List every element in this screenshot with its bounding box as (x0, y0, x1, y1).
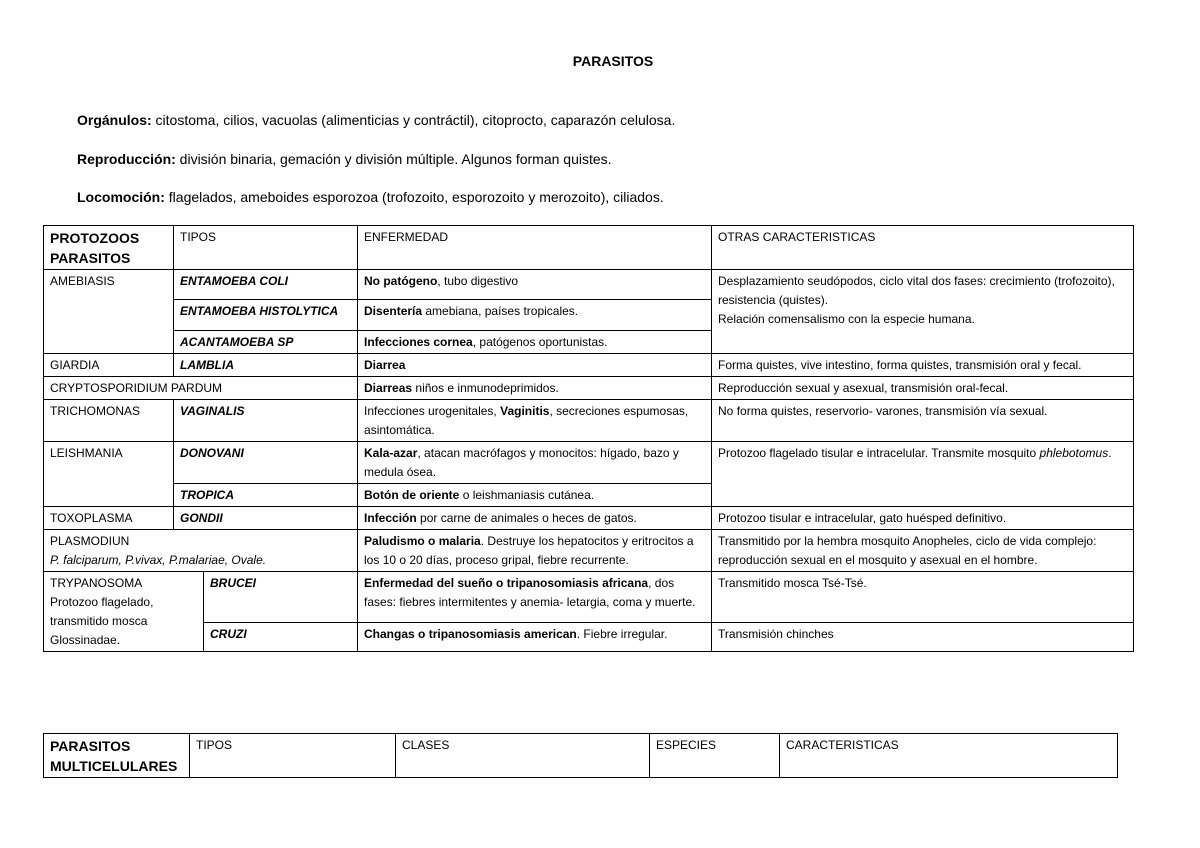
enf-bold: Diarreas (364, 380, 413, 395)
table-header-row (44, 226, 1134, 270)
table-row (44, 353, 1134, 376)
enf-text: . Fiebre irregular. (576, 627, 668, 642)
row-name-cryptosporidium: CRYPTOSPORIDIUM PARDUM (44, 376, 358, 399)
table-row (44, 506, 1134, 529)
header-protozoos: PROTOZOOS PARASITOS (44, 226, 174, 270)
reproduccion-paragraph (77, 151, 612, 167)
enf-bold: No patógeno (364, 274, 438, 288)
table-row (44, 399, 1134, 441)
row-name-toxoplasma: TOXOPLASMA (44, 506, 174, 529)
enfermedad-cell: Diarrea (358, 353, 712, 376)
otras-leish (712, 441, 1134, 506)
enf-bold: Vaginitis (500, 403, 550, 418)
tipo-vaginalis: VAGINALIS (174, 399, 358, 441)
table-row (44, 441, 1134, 483)
row-name-trichomonas: TRICHOMONAS (44, 399, 174, 441)
tipo-lamblia: LAMBLIA (174, 353, 358, 376)
tipo-brucei: BRUCEI (204, 571, 358, 623)
organulos-paragraph (77, 112, 675, 128)
enf-bold: Kala-azar (364, 445, 418, 460)
locomocion-paragraph (77, 189, 664, 205)
enf-text: , dos fases: fiebres intermitentes y anemia- letargia, coma y muerte. (364, 575, 696, 609)
enfermedad-cell (358, 506, 712, 529)
table-header-row (44, 734, 1118, 778)
otras-text: Relación comensalismo con la especie humana. (718, 312, 975, 326)
plasmo-species: P. falciparum, P.vivax, P.malariae, Ovale. (50, 552, 267, 567)
tipo-tropica: TROPICA (174, 483, 358, 506)
enfermedad-cell (358, 300, 712, 330)
trypano-desc: Protozoo flagelado, transmitido mosca Glossinadae. (50, 594, 154, 647)
enfermedad-cell (358, 483, 712, 506)
protozoos-table (43, 225, 1134, 652)
table-row (44, 270, 1134, 300)
enfermedad-cell (358, 399, 712, 441)
header-especies: ESPECIES (650, 734, 780, 778)
otras-toxo: Protozoo tisular e intracelular, gato huésped definitivo. (712, 506, 1134, 529)
table-row (44, 571, 1134, 623)
enf-bold: Enfermedad del sueño o tripanosomiasis africana (364, 575, 649, 590)
enf-bold: Infecciones cornea (364, 334, 473, 349)
enfermedad-cell (358, 441, 712, 483)
header-parasitos-multicelulares: PARASITOS MULTICELULARES (44, 734, 190, 778)
table-row (44, 529, 1134, 571)
header-enfermedad: ENFERMEDAD (358, 226, 712, 270)
enf-text: , secreciones espumosas, asintomática. (364, 403, 689, 437)
enf-text: , atacan macrófagos y monocitos: hígado, bazo y medula ósea. (364, 445, 679, 479)
enf-bold: Paludismo o malaria (364, 533, 481, 548)
enf-text: . Destruye los hepatocitos y eritrocitos a los 10 o 20 días, proceso gripal, fiebre recurrente. (364, 533, 694, 567)
otras-crypto: Reproducción sexual y asexual, transmisión oral-fecal. (712, 376, 1134, 399)
organulos-label: Orgánulos: (77, 112, 152, 128)
enfermedad-cell (358, 623, 712, 651)
otras-tricho: No forma quistes, reservorio- varones, transmisión vía sexual. (712, 399, 1134, 441)
locomocion-text: flagelados, ameboides esporozoa (trofozoito, esporozoito y merozoito), ciliados. (164, 189, 664, 205)
tipo-donovani: DONOVANI (174, 441, 358, 483)
table-row (44, 330, 1134, 353)
enf-text: amebiana, países tropicales. (422, 304, 579, 319)
organulos-text: citostoma, cilios, vacuolas (alimenticias y contráctil), citoprocto, caparazón celulosa. (151, 112, 676, 128)
page-title: PARASITOS (572, 53, 654, 69)
enf-bold: Botón de oriente (364, 487, 460, 502)
otras-trypano-cruzi: Transmisión chinches (712, 623, 1134, 651)
enf-text: por carne de animales o heces de gatos. (416, 510, 637, 525)
otras-plasmo: Transmitido por la hembra mosquito Anopheles, ciclo de vida complejo: reproducción sexual en el mosquito y asexual en el hombre. (712, 529, 1134, 571)
enf-text: o leishmaniasis cutánea. (459, 487, 595, 502)
enf-bold: Disentería (364, 304, 423, 319)
enf-text: niños e inmunodeprimidos. (412, 380, 559, 395)
enf-text: , tubo digestivo (437, 274, 519, 288)
row-name-trypanosoma (44, 571, 204, 651)
enfermedad-cell (358, 330, 712, 353)
reproduccion-text: división binaria, gemación y división múltiple. Algunos forman quistes. (175, 151, 612, 167)
header-otras: OTRAS CARACTERISTICAS (712, 226, 1134, 270)
otras-giardia: Forma quistes, vive intestino, forma quistes, transmisión oral y fecal. (712, 353, 1134, 376)
header-clases: CLASES (396, 734, 650, 778)
enfermedad-cell (358, 571, 712, 623)
tipo-cruzi: CRUZI (204, 623, 358, 651)
row-name-plasmodiun (44, 529, 358, 571)
otras-amebiasis (712, 270, 1134, 331)
otras-text: . (1108, 445, 1112, 460)
locomocion-label: Locomoción: (77, 189, 165, 205)
otras-text: Protozoo flagelado tisular e intracelular. Transmite mosquito (718, 445, 1040, 460)
header-caracteristicas: CARACTERISTICAS (780, 734, 1118, 778)
tipo-entamoeba-coli: ENTAMOEBA COLI (174, 270, 358, 300)
otras-text: Desplazamiento seudópodos, ciclo vital dos fases: crecimiento (trofozoito), resistencia (quistes). (718, 274, 1115, 307)
trypano-name: TRYPANOSOMA (50, 575, 143, 590)
row-name-giardia: GIARDIA (44, 353, 174, 376)
table-row (44, 623, 1134, 651)
tipo-acantamoeba: ACANTAMOEBA SP (174, 330, 358, 353)
otras-italic: phlebotomus (1039, 445, 1109, 460)
row-name-leishmania: LEISHMANIA (44, 441, 174, 506)
multicelulares-table (43, 733, 1118, 778)
otras-empty (712, 330, 1134, 353)
tipo-entamoeba-histolytica: ENTAMOEBA HISTOLYTICA (174, 300, 358, 330)
header-tipos: TIPOS (174, 226, 358, 270)
enf-bold: Changas o tripanosomiasis american (364, 627, 577, 642)
otras-trypano-brucei: Transmitido mosca Tsé-Tsé. (712, 571, 1134, 623)
enf-text: Infecciones urogenitales, (364, 403, 501, 418)
table-row (44, 376, 1134, 399)
enfermedad-cell (358, 529, 712, 571)
enfermedad-cell (358, 270, 712, 300)
enf-text: , patógenos oportunistas. (472, 334, 608, 349)
header-tipos: TIPOS (190, 734, 396, 778)
enfermedad-cell (358, 376, 712, 399)
row-name-amebiasis: AMEBIASIS (44, 270, 174, 354)
plasmo-name: PLASMODIUN (50, 533, 130, 548)
enf-bold: Infección (364, 510, 417, 525)
reproduccion-label: Reproducción: (77, 151, 176, 167)
tipo-gondii: GONDII (174, 506, 358, 529)
